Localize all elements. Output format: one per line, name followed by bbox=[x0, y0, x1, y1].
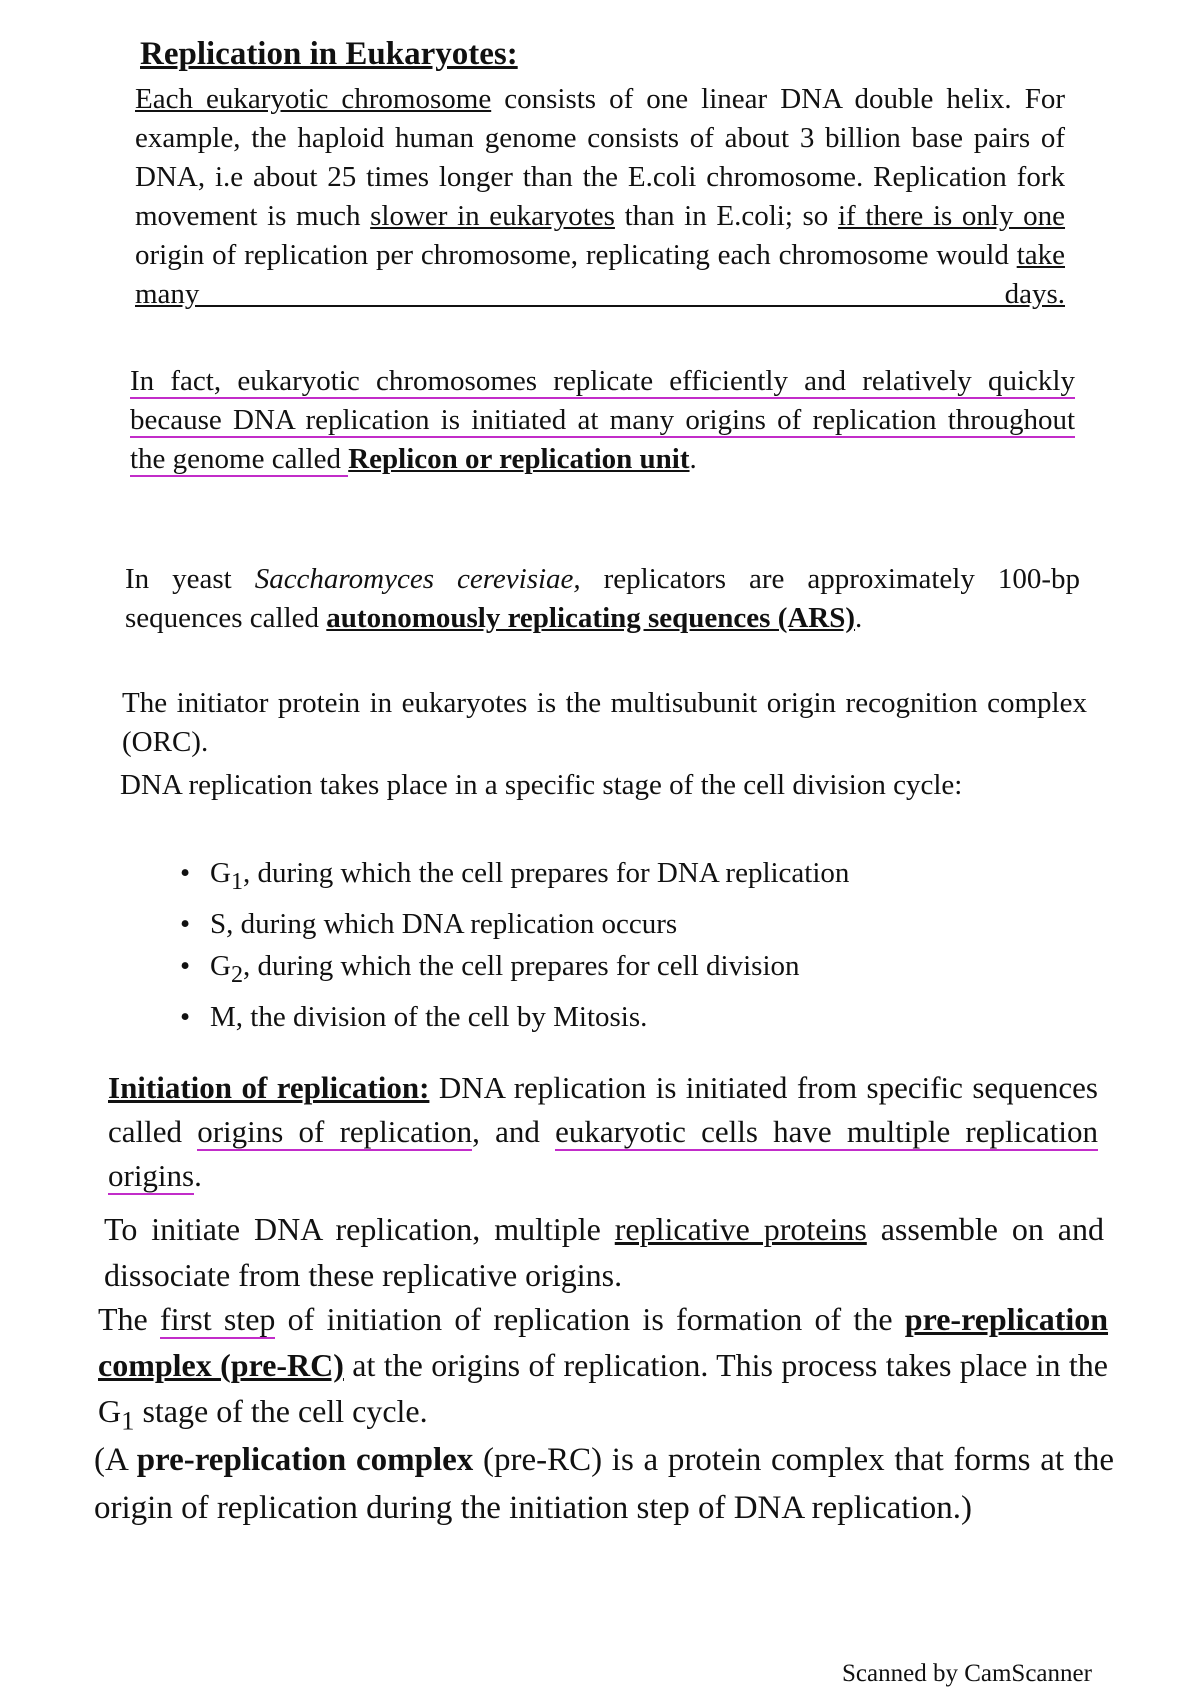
text-run: stage of the cell cycle. bbox=[134, 1393, 428, 1429]
scanner-watermark: Scanned by CamScanner bbox=[842, 1660, 1092, 1687]
paragraph-pre-rc bbox=[98, 1296, 1108, 1443]
phase-subscript: 1 bbox=[121, 1405, 135, 1436]
phase-text: M, the division of the cell by Mitosis. bbox=[210, 1000, 648, 1033]
phase-subscript: 2 bbox=[230, 960, 244, 988]
paragraph-cell-cycle bbox=[120, 766, 1090, 805]
paragraph-initiation bbox=[108, 1066, 1098, 1198]
underlined-phrase: replicative proteins bbox=[614, 1211, 867, 1247]
phase-text: , during which the cell prepares for DNA replication bbox=[243, 857, 850, 889]
text-run: The initiator protein in eukaryotes is the multisubunit origin recognition complex (ORC). bbox=[122, 687, 1087, 758]
page-title: Replication in Eukaryotes: bbox=[140, 36, 518, 72]
text-run: . bbox=[689, 443, 697, 475]
paragraph-replicon bbox=[130, 362, 1075, 479]
text-run: (A bbox=[94, 1442, 137, 1478]
paragraph-definition bbox=[94, 1436, 1114, 1532]
bold-term: autonomously replicating sequences (ARS) bbox=[326, 602, 856, 634]
list-item-g1 bbox=[160, 852, 1060, 903]
text-run: at the origins of replication. This process takes place in the G bbox=[98, 1347, 1109, 1429]
bold-term: pre-replication complex bbox=[136, 1442, 474, 1478]
text-run: DNA replication is initiated from specific sequences called bbox=[108, 1070, 1098, 1149]
phase-text: , during which DNA replication occurs bbox=[226, 907, 678, 940]
list-item-g2 bbox=[160, 945, 1060, 996]
text-run: To initiate DNA replication, multiple bbox=[104, 1211, 615, 1247]
paragraph-chromosome bbox=[135, 80, 1065, 314]
text-run: origin of replication per chromosome, replicating each chromosome would bbox=[135, 239, 1017, 271]
cell-cycle-list bbox=[160, 852, 1060, 1038]
text-run: than in E.coli; so bbox=[614, 200, 838, 232]
phase-letter: G bbox=[210, 857, 231, 889]
text-run: , and bbox=[472, 1114, 556, 1149]
text-run: replicators are approximately 100-bp sequences called bbox=[125, 563, 1080, 634]
phase-letter: G bbox=[210, 949, 231, 982]
phase-text: , during which the cell prepares for cell division bbox=[243, 949, 800, 982]
text-run: . bbox=[194, 1158, 202, 1193]
species-name: Saccharomyces cerevisiae, bbox=[254, 563, 581, 595]
bold-term: pre-replication complex (pre-RC) bbox=[98, 1301, 1109, 1383]
paragraph-orc bbox=[122, 684, 1087, 762]
text-run: assemble on and dissociate from these replicative origins. bbox=[104, 1211, 1104, 1293]
paragraph-yeast bbox=[125, 560, 1080, 638]
list-item-m bbox=[160, 996, 1060, 1038]
underlined-phrase: take many days. bbox=[135, 239, 1065, 310]
section-label: Initiation of replication: bbox=[108, 1070, 430, 1105]
highlighted-text: first step bbox=[160, 1301, 276, 1337]
text-run: . bbox=[855, 602, 863, 634]
highlighted-text: origins of replication bbox=[197, 1114, 473, 1149]
highlighted-text: eukaryotic cells have multiple replication origins bbox=[108, 1114, 1098, 1193]
list-item-s bbox=[160, 903, 1060, 945]
paragraph-replicative-proteins bbox=[104, 1206, 1104, 1298]
phase-letter: S bbox=[210, 907, 227, 940]
text-run: The bbox=[98, 1301, 161, 1337]
text-run: consists of one linear DNA double helix. For example, the haploid human genome consists of about 3 billion base pairs of DNA, i.e about 25 times longer than the E.coli chromosome. Replication fork movement is much bbox=[135, 83, 1065, 232]
text-run: of initiation of replication is formation of the bbox=[275, 1301, 905, 1337]
highlighted-text: In fact, eukaryotic chromosomes replicate efficiently and relatively quickly because DNA replication is initiated at many origins of replication throughout the genome called bbox=[130, 365, 1075, 475]
text-run: (pre-RC) is a protein complex that forms at the origin of replication during the initiation step of DNA replication.) bbox=[94, 1442, 1115, 1526]
text-run: DNA replication takes place in a specific stage of the cell division cycle: bbox=[120, 769, 963, 801]
text-run: In yeast bbox=[125, 563, 255, 595]
phase-subscript: 1 bbox=[230, 867, 244, 895]
underlined-phrase: Each eukaryotic chromosome bbox=[135, 83, 492, 115]
underlined-phrase: slower in eukaryotes bbox=[370, 200, 615, 232]
bold-term: Replicon or replication unit bbox=[348, 443, 690, 475]
underlined-phrase: if there is only one bbox=[837, 200, 1066, 232]
